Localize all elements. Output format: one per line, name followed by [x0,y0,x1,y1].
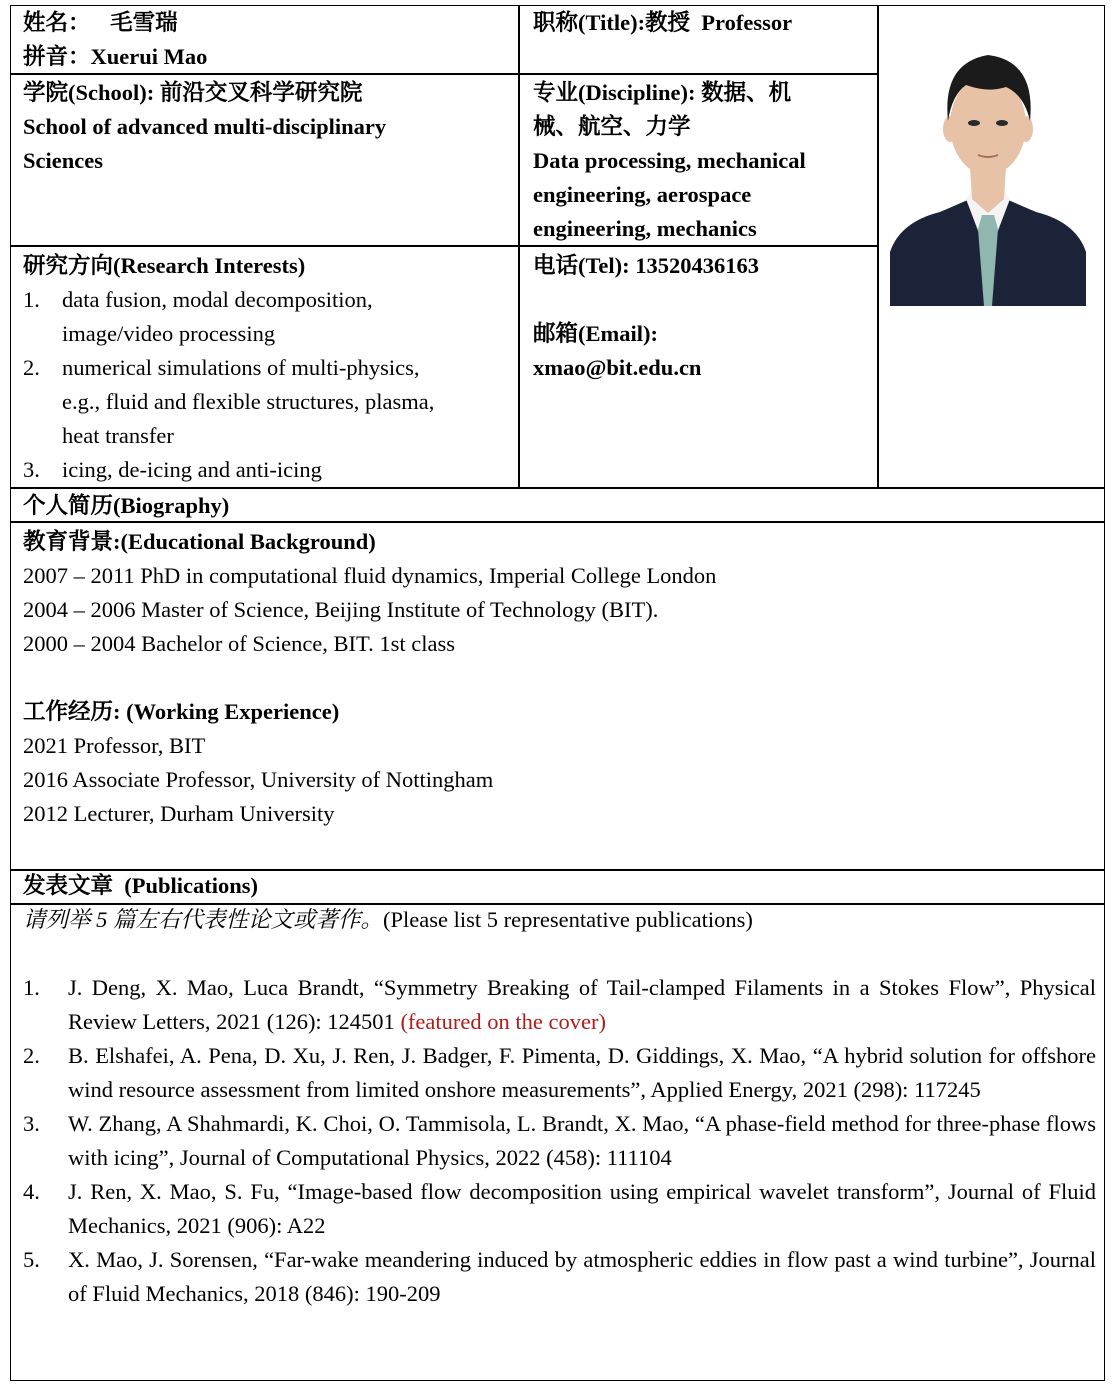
work-heading: 工作经历: (Working Experience) [23,699,340,724]
pinyin-value: Xuerui Mao [90,44,208,69]
email-value[interactable]: xmao@bit.edu.cn [533,355,702,380]
discipline-label: 专业(Discipline): [533,80,696,105]
research-item: 3. icing, de-icing and anti-icing [23,457,322,482]
publication-item: 2. B. Elshafei, A. Pena, D. Xu, J. Ren, J. Badger, F. Pimenta, D. Giddings, X. Mao, “A hybrid solution for offshore wind resource assessment from limited onshore measurements”, Applied Energy, 2021 (298): 117245 [23,1043,1096,1102]
education-item: 2004 – 2006 Master of Science, Beijing Institute of Technology (BIT). [23,597,659,622]
discipline-value-cn-2: 械、航空、力学 [533,114,691,139]
email-label: 邮箱(Email): [533,321,658,346]
discipline-cell [533,76,873,246]
school-value-en-2: Sciences [23,148,103,173]
tel-label: 电话(Tel): [533,253,630,278]
publications-heading-cell [23,869,1093,903]
discipline-value-cn: 数据、机 [701,80,792,105]
discipline-value-en-3: engineering, mechanics [533,216,757,241]
instruction-en: (Please list 5 representative publications) [383,907,753,932]
publication-item: 3. W. Zhang, A Shahmardi, K. Choi, O. Tammisola, L. Brandt, X. Mao, “A phase-field method for three-phase flows with icing”, Journal of Computational Physics, 2022 (458): 111104 [23,1111,1096,1170]
column-divider [877,5,879,488]
education-item: 2000 – 2004 Bachelor of Science, BIT. 1st class [23,631,455,656]
education-item: 2007 – 2011 PhD in computational fluid dynamics, Imperial College London [23,563,717,588]
title-text: 职称(Title):教授 Professor [533,10,793,35]
title-cell [533,6,873,40]
school-label: 学院(School): [23,80,155,105]
discipline-value-en-2: engineering, aerospace [533,182,752,207]
work-item: 2016 Associate Professor, University of Nottingham [23,767,494,792]
school-value-en: School of advanced multi-disciplinary [23,114,387,139]
biography-heading: 个人简历(Biography) [23,493,230,518]
discipline-value-en: Data processing, mechanical [533,148,806,173]
publication-item: 5. X. Mao, J. Sorensen, “Far-wake meandering induced by atmospheric eddies in flow past a wind turbine”, Journal of Fluid Mechanics, 2018 (846): 190-209 [23,1247,1096,1306]
column-divider [518,5,520,488]
tel-value: 13520436163 [635,253,760,278]
work-item: 2021 Professor, BIT [23,733,206,758]
publications-heading: 发表文章 (Publications) [23,873,259,898]
name-value: 毛雪瑞 [110,10,178,35]
portrait-image [890,17,1086,306]
research-heading: 研究方向(Research Interests) [23,253,306,278]
work-item: 2012 Lecturer, Durham University [23,801,335,826]
name-label: 姓名： [23,10,91,35]
name-cell [23,6,513,74]
pinyin-label: 拼音： [23,44,91,69]
featured-note: (featured on the cover) [394,1009,606,1034]
research-list [23,283,513,487]
biography-heading-cell [23,489,1093,523]
education-heading: 教育背景:(Educational Background) [23,529,376,554]
school-cell [23,76,513,178]
research-item: 2. numerical simulations of multi-physics, e.g., fluid and flexible structures, plasma, heat transfer [23,355,435,448]
biography-cell [23,525,1093,831]
school-value-cn: 前沿交叉科学研究院 [159,80,363,105]
publications-list [23,971,1096,1311]
profile-photo [890,17,1086,306]
publications-instruction [23,903,1093,937]
instruction-cn: 请列举 5 篇左右代表性论文或著作。 [23,907,384,932]
research-item: 1. data fusion, modal decomposition, image/video processing [23,287,373,346]
publication-item: 1. J. Deng, X. Mao, Luca Brandt, “Symmetry Breaking of Tail-clamped Filaments in a Stokes Flow”, Physical Review Letters, 2021 (126): 124501 (featured on the cover) [23,975,1096,1034]
publication-item: 4. J. Ren, X. Mao, S. Fu, “Image-based flow decomposition using empirical wavelet transform”, Journal of Fluid Mechanics, 2021 (906): A22 [23,1179,1096,1238]
contact-cell [533,249,873,385]
research-cell [23,249,513,487]
